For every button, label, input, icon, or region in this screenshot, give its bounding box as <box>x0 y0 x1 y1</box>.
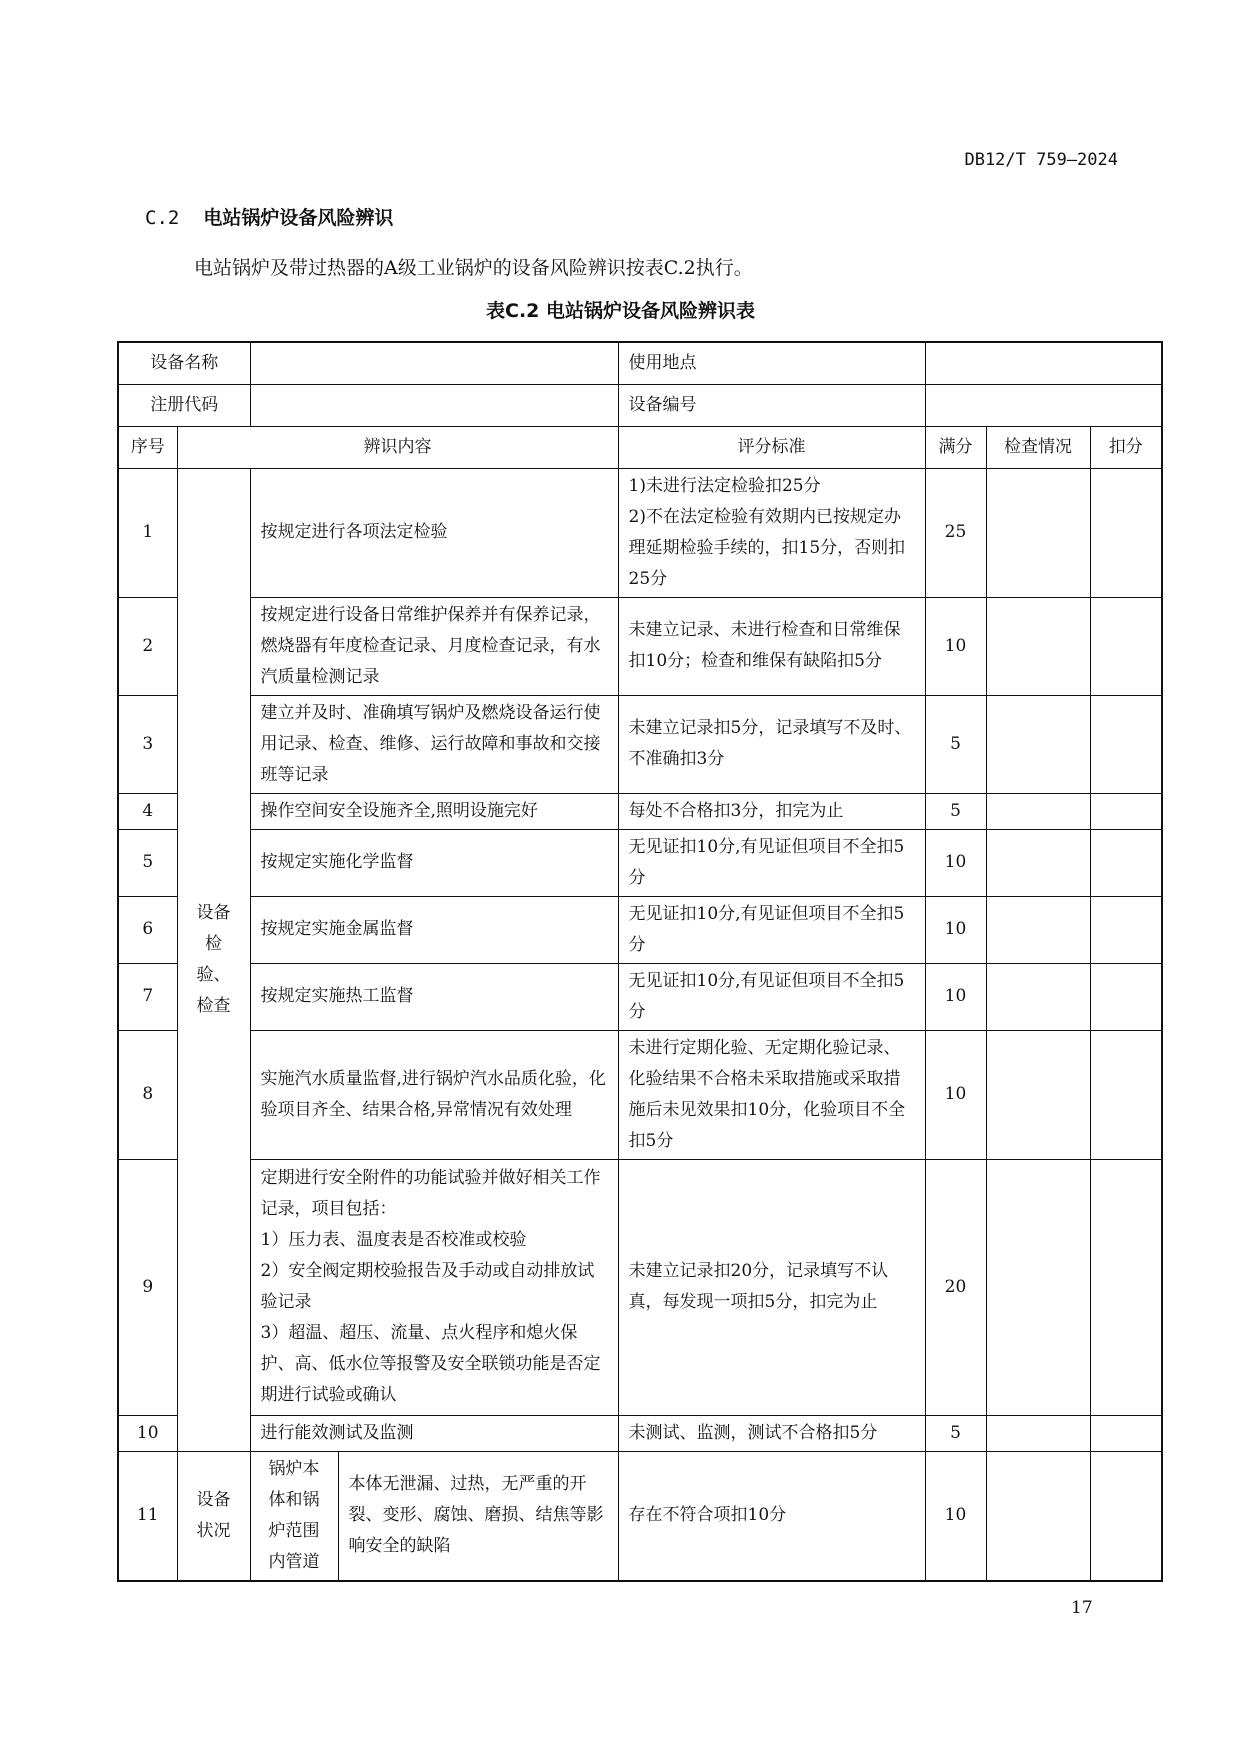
location-value <box>925 342 1162 384</box>
row-deduct-cell <box>1090 793 1162 829</box>
col-deduct-header: 扣分 <box>1090 426 1162 468</box>
table-row <box>118 1415 1162 1451</box>
row-check-cell <box>986 1159 1090 1415</box>
row-criteria: 无见证扣10分,有见证但项目不全扣5分 <box>618 896 925 963</box>
table-row <box>118 468 1162 597</box>
row-deduct-cell <box>1090 829 1162 896</box>
row-deduct-cell <box>1090 1415 1162 1451</box>
reg-code-label: 注册代码 <box>118 384 250 426</box>
device-no-label: 设备编号 <box>618 384 925 426</box>
table-row <box>118 1451 1162 1581</box>
row-full-score: 25 <box>925 468 986 597</box>
row-check-cell <box>986 597 1090 695</box>
row-seq: 9 <box>118 1159 177 1415</box>
meta-row-1 <box>118 342 1162 384</box>
row-deduct-cell <box>1090 597 1162 695</box>
row-check-cell <box>986 1030 1090 1159</box>
table-row <box>118 896 1162 963</box>
row-seq: 4 <box>118 793 177 829</box>
device-name-value <box>250 342 618 384</box>
col-check-header: 检查情况 <box>986 426 1090 468</box>
table-row <box>118 829 1162 896</box>
row-check-cell <box>986 829 1090 896</box>
row-criteria: 无见证扣10分,有见证但项目不全扣5分 <box>618 963 925 1030</box>
row-content: 定期进行安全附件的功能试验并做好相关工作记录，项目包括： 1）压力表、温度表是否校准或校验 2）安全阀定期校验报告及手动或自动排放试验记录 3）超温、超压、流量、点火程序和熄火保护、高、低水位等报警及安全联锁功能是否定期进行试验或确认 <box>250 1159 618 1415</box>
table-row <box>118 963 1162 1030</box>
row-content: 按规定实施热工监督 <box>250 963 618 1030</box>
standard-code: DB12/T 759—2024 <box>964 150 1118 170</box>
row-content: 建立并及时、准确填写锅炉及燃烧设备运行使用记录、检查、维修、运行故障和事故和交接班等记录 <box>250 695 618 793</box>
table-row <box>118 695 1162 793</box>
row-content: 按规定进行设备日常维护保养并有保养记录，燃烧器有年度检查记录、月度检查记录，有水汽质量检测记录 <box>250 597 618 695</box>
row-criteria: 未建立记录扣5分，记录填写不及时、不准确扣3分 <box>618 695 925 793</box>
row-deduct-cell <box>1090 468 1162 597</box>
row-check-cell <box>986 1451 1090 1581</box>
table-row <box>118 1030 1162 1159</box>
row-deduct-cell <box>1090 896 1162 963</box>
row-check-cell <box>986 963 1090 1030</box>
row-deduct-cell <box>1090 1451 1162 1581</box>
section-number: C.2 <box>145 207 180 229</box>
table-caption: 表C.2 电站锅炉设备风险辨识表 <box>486 300 755 322</box>
row-content: 按规定进行各项法定检验 <box>250 468 618 597</box>
row-content: 进行能效测试及监测 <box>250 1415 618 1451</box>
col-content-header: 辨识内容 <box>177 426 618 468</box>
section-title-text: 电站锅炉设备风险辨识 <box>203 207 394 229</box>
location-label: 使用地点 <box>618 342 925 384</box>
row-full-score: 10 <box>925 896 986 963</box>
group-label-condition: 设备状况 <box>177 1451 250 1581</box>
row-full-score: 10 <box>925 1451 986 1581</box>
col-seq-header: 序号 <box>118 426 177 468</box>
row-full-score: 5 <box>925 1415 986 1451</box>
row-content: 操作空间安全设施齐全,照明设施完好 <box>250 793 618 829</box>
page-number: 17 <box>1071 1598 1093 1618</box>
row-check-cell <box>986 468 1090 597</box>
row-criteria: 未进行定期化验、无定期化验记录、化验结果不合格未采取措施或采取措施后未见效果扣10分，化验项目不全扣5分 <box>618 1030 925 1159</box>
row-criteria: 存在不符合项扣10分 <box>618 1451 925 1581</box>
risk-identification-table <box>117 341 1163 1582</box>
section-title <box>145 203 393 230</box>
row-full-score: 10 <box>925 597 986 695</box>
row-full-score: 10 <box>925 1030 986 1159</box>
row-criteria: 无见证扣10分,有见证但项目不全扣5分 <box>618 829 925 896</box>
row-content: 按规定实施金属监督 <box>250 896 618 963</box>
row-full-score: 10 <box>925 963 986 1030</box>
row-full-score: 5 <box>925 695 986 793</box>
device-name-label: 设备名称 <box>118 342 250 384</box>
row-criteria: 每处不合格扣3分，扣完为止 <box>618 793 925 829</box>
row-criteria: 未测试、监测，测试不合格扣5分 <box>618 1415 925 1451</box>
row-full-score: 20 <box>925 1159 986 1415</box>
row-deduct-cell <box>1090 695 1162 793</box>
intro-paragraph: 电站锅炉及带过热器的A级工业锅炉的设备风险辨识按表C.2执行。 <box>194 257 753 279</box>
row-deduct-cell <box>1090 1159 1162 1415</box>
row-seq: 6 <box>118 896 177 963</box>
row-deduct-cell <box>1090 963 1162 1030</box>
table-row <box>118 597 1162 695</box>
row-seq: 10 <box>118 1415 177 1451</box>
row-check-cell <box>986 1415 1090 1451</box>
row-deduct-cell <box>1090 1030 1162 1159</box>
reg-code-value <box>250 384 618 426</box>
row-check-cell <box>986 793 1090 829</box>
row-check-cell <box>986 695 1090 793</box>
row-seq: 7 <box>118 963 177 1030</box>
row-check-cell <box>986 896 1090 963</box>
meta-row-2 <box>118 384 1162 426</box>
row-content: 按规定实施化学监督 <box>250 829 618 896</box>
table-row <box>118 1159 1162 1415</box>
row-seq: 8 <box>118 1030 177 1159</box>
col-score-header: 满分 <box>925 426 986 468</box>
row-criteria: 1)未进行法定检验扣25分 2)不在法定检验有效期内已按规定办理延期检验手续的，扣15分，否则扣25分 <box>618 468 925 597</box>
row-full-score: 5 <box>925 793 986 829</box>
group-label-inspection: 设备检验、检查 <box>177 468 250 1451</box>
row-seq: 11 <box>118 1451 177 1581</box>
header-row <box>118 426 1162 468</box>
table-row <box>118 793 1162 829</box>
row-criteria: 未建立记录扣20分，记录填写不认真，每发现一项扣5分，扣完为止 <box>618 1159 925 1415</box>
row-seq: 3 <box>118 695 177 793</box>
row-seq: 2 <box>118 597 177 695</box>
device-no-value <box>925 384 1162 426</box>
row-content: 实施汽水质量监督,进行锅炉汽水品质化验，化验项目齐全、结果合格,异常情况有效处理 <box>250 1030 618 1159</box>
row-content: 本体无泄漏、过热，无严重的开裂、变形、腐蚀、磨损、结焦等影响安全的缺陷 <box>338 1451 618 1581</box>
row-seq: 5 <box>118 829 177 896</box>
row-criteria: 未建立记录、未进行检查和日常维保扣10分；检查和维保有缺陷扣5分 <box>618 597 925 695</box>
row-sub-item: 锅炉本体和锅炉范围内管道 <box>250 1451 338 1581</box>
row-full-score: 10 <box>925 829 986 896</box>
col-criteria-header: 评分标准 <box>618 426 925 468</box>
row-seq: 1 <box>118 468 177 597</box>
